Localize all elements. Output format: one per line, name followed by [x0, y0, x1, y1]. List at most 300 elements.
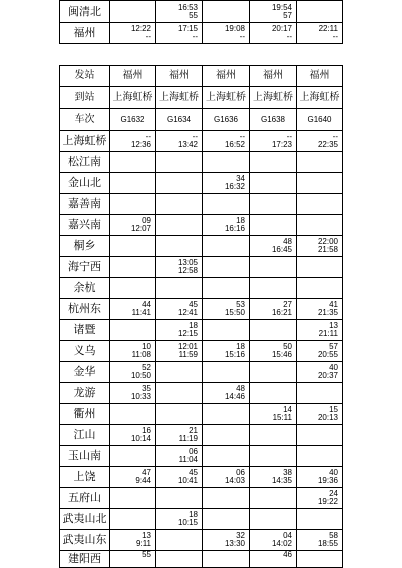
time-cell	[156, 509, 203, 530]
arrival-time: 52	[142, 363, 151, 372]
station-row	[60, 320, 343, 341]
station-row	[60, 530, 343, 551]
time-cell	[156, 383, 203, 404]
station-name: 上海虹桥	[60, 131, 110, 152]
arrival-time	[297, 259, 342, 267]
time-cell	[203, 341, 250, 362]
time-cell	[203, 215, 250, 236]
station-name: 杭州东	[60, 299, 110, 320]
departure-time	[203, 330, 249, 338]
departure-time: 15:46	[271, 350, 292, 359]
time-cell	[250, 446, 297, 467]
station-row	[60, 551, 343, 568]
time-cell	[110, 425, 156, 446]
time-cell	[250, 173, 297, 194]
arrival-time: 18	[236, 216, 245, 225]
arrival-time	[250, 196, 296, 204]
station-name: 上饶	[60, 467, 110, 488]
departure-time: 21:58	[317, 245, 338, 254]
time-cell	[156, 278, 203, 299]
departure-time: 11:08	[131, 350, 151, 359]
arrival-time	[297, 154, 342, 162]
arrival-time: 47	[142, 468, 151, 477]
time-cell	[297, 173, 343, 194]
departure-time	[156, 393, 202, 401]
departure-time: 15:16	[224, 350, 245, 359]
departure-time	[156, 498, 202, 506]
arrival-time	[203, 427, 249, 435]
time-cell	[250, 383, 297, 404]
arrival-time: 27	[283, 300, 292, 309]
departure-time: --	[332, 32, 338, 41]
time-cell	[110, 299, 156, 320]
arrival-time	[250, 217, 296, 225]
departure-time	[110, 498, 155, 506]
arrival-time: 06	[189, 447, 198, 456]
time-cell	[110, 1, 156, 23]
depart-station: 福州	[250, 66, 297, 87]
time-cell	[110, 341, 156, 362]
time-cell	[203, 278, 250, 299]
departure-time	[297, 435, 342, 443]
departure-time	[110, 204, 155, 212]
departure-time	[250, 183, 296, 191]
station-row	[60, 131, 343, 152]
departure-time	[156, 559, 202, 567]
arrival-time	[203, 448, 249, 456]
time-cell	[250, 215, 297, 236]
time-cell	[203, 446, 250, 467]
arrival-time: 50	[283, 342, 292, 351]
station-name: 嘉兴南	[60, 215, 110, 236]
time-cell	[250, 278, 297, 299]
departure-time	[203, 288, 249, 296]
time-cell	[297, 404, 343, 425]
time-cell	[156, 236, 203, 257]
time-cell	[110, 530, 156, 551]
arrive-label: 到站	[60, 87, 110, 109]
arrival-time	[110, 280, 155, 288]
departure-time	[297, 225, 342, 233]
station-row	[60, 23, 343, 44]
arrival-time	[297, 217, 342, 225]
time-cell	[297, 383, 343, 404]
arrival-time	[110, 154, 155, 162]
time-cell	[297, 131, 343, 152]
arrival-time	[250, 154, 296, 162]
time-cell	[156, 404, 203, 425]
departure-time	[156, 204, 202, 212]
arrival-time: 21	[189, 426, 198, 435]
arrival-time	[203, 406, 249, 414]
departure-time: 18:55	[317, 539, 338, 548]
departure-time	[203, 267, 249, 275]
departure-time	[110, 267, 155, 275]
arrival-time: 22:00	[317, 237, 338, 246]
arrive-station: 上海虹桥	[250, 87, 297, 109]
depart-row	[60, 66, 343, 87]
departure-time	[297, 12, 342, 20]
time-cell	[110, 362, 156, 383]
arrival-time	[297, 175, 342, 183]
departure-time	[250, 393, 296, 401]
train-number: G1636	[203, 109, 250, 131]
time-cell	[203, 131, 250, 152]
train-number: G1634	[156, 109, 203, 131]
departure-time: 12:36	[130, 140, 151, 149]
station-row	[60, 236, 343, 257]
station-name: 衢州	[60, 404, 110, 425]
departure-time	[203, 414, 249, 422]
departure-time: 21:35	[317, 308, 338, 317]
departure-time	[110, 183, 155, 191]
departure-time: 11:04	[178, 455, 198, 464]
departure-time	[203, 162, 249, 170]
departure-time: 14:03	[224, 476, 245, 485]
time-cell	[156, 152, 203, 173]
time-cell	[203, 152, 250, 173]
arrival-time: --	[145, 132, 151, 141]
time-cell	[250, 488, 297, 509]
time-cell	[203, 362, 250, 383]
departure-time	[156, 246, 202, 254]
station-name: 建阳西	[60, 551, 110, 568]
time-cell	[110, 467, 156, 488]
time-cell	[110, 446, 156, 467]
time-cell	[297, 467, 343, 488]
arrival-time: 09	[142, 216, 151, 225]
departure-time: 16:52	[224, 140, 245, 149]
departure-time: 22:35	[317, 140, 338, 149]
time-cell	[250, 320, 297, 341]
arrival-time	[297, 196, 342, 204]
arrival-time	[297, 511, 342, 519]
arrival-time	[156, 406, 202, 414]
arrival-time: 19:54	[271, 2, 292, 12]
arrival-time	[297, 385, 342, 393]
time-cell	[156, 320, 203, 341]
arrival-time: 53	[236, 300, 245, 309]
departure-time	[297, 456, 342, 464]
departure-time: --	[239, 32, 245, 41]
station-name: 嘉善南	[60, 194, 110, 215]
departure-time: 16:16	[224, 224, 245, 233]
arrival-time: 40	[329, 363, 338, 372]
time-cell	[203, 236, 250, 257]
arrival-time	[110, 511, 155, 519]
departure-time: 21:11	[318, 329, 338, 338]
train-number-row	[60, 109, 343, 131]
departure-time: 16:21	[271, 308, 292, 317]
time-cell	[203, 299, 250, 320]
departure-time	[297, 204, 342, 212]
time-cell	[203, 425, 250, 446]
arrival-time	[110, 448, 155, 456]
station-row	[60, 362, 343, 383]
arrival-time: --	[239, 132, 245, 141]
arrival-time: 24	[329, 489, 338, 498]
time-cell	[156, 1, 203, 23]
time-cell	[110, 131, 156, 152]
arrival-time	[250, 364, 296, 372]
time-cell	[297, 509, 343, 530]
departure-time	[250, 204, 296, 212]
arrival-time	[250, 511, 296, 519]
arrival-time	[110, 406, 155, 414]
time-cell	[250, 131, 297, 152]
departure-time	[110, 456, 155, 464]
departure-time	[110, 246, 155, 254]
time-cell	[203, 320, 250, 341]
time-cell	[203, 509, 250, 530]
station-name: 诸暨	[60, 320, 110, 341]
time-cell	[110, 236, 156, 257]
arrival-time	[203, 490, 249, 498]
arrival-time	[156, 175, 202, 183]
arrive-station: 上海虹桥	[203, 87, 250, 109]
arrival-time	[203, 551, 249, 559]
time-cell	[203, 404, 250, 425]
station-row	[60, 215, 343, 236]
departure-time: 9:44	[135, 476, 151, 485]
time-cell	[250, 257, 297, 278]
arrival-time	[250, 448, 296, 456]
departure-time: 20:37	[317, 371, 338, 380]
departure-time: 12:41	[177, 308, 198, 317]
time-cell	[250, 236, 297, 257]
arrival-time: --	[332, 132, 338, 141]
arrival-time: 20:17	[271, 24, 292, 33]
arrival-time	[156, 364, 202, 372]
station-row	[60, 152, 343, 173]
arrival-time: 13	[329, 321, 338, 330]
time-cell	[156, 257, 203, 278]
arrival-time	[156, 217, 202, 225]
arrival-time	[110, 322, 155, 330]
time-cell	[156, 446, 203, 467]
departure-time	[110, 519, 155, 527]
time-cell	[156, 194, 203, 215]
departure-time	[203, 435, 249, 443]
time-cell	[110, 257, 156, 278]
arrival-time	[203, 238, 249, 246]
time-cell	[203, 1, 250, 23]
departure-time: 11:19	[178, 434, 198, 443]
time-cell	[110, 488, 156, 509]
station-row	[60, 173, 343, 194]
arrival-time: 40	[329, 468, 338, 477]
departure-time: 12:07	[130, 224, 151, 233]
station-row	[60, 383, 343, 404]
time-cell	[110, 194, 156, 215]
time-cell	[297, 1, 343, 23]
departure-time	[250, 288, 296, 296]
departure-time	[203, 559, 249, 567]
depart-label: 发站	[60, 66, 110, 87]
departure-time: 10:50	[130, 371, 151, 380]
departure-time	[156, 540, 202, 548]
time-cell	[156, 488, 203, 509]
time-cell	[297, 488, 343, 509]
time-cell	[110, 23, 156, 44]
depart-station: 福州	[203, 66, 250, 87]
arrival-time: 57	[329, 342, 338, 351]
time-cell	[297, 23, 343, 44]
departure-time	[156, 414, 202, 422]
time-cell	[250, 299, 297, 320]
arrival-time: 41	[329, 300, 338, 309]
departure-time	[297, 519, 342, 527]
departure-time	[110, 288, 155, 296]
depart-station: 福州	[156, 66, 203, 87]
arrival-time	[250, 322, 296, 330]
arrival-time: 12:22	[130, 24, 151, 33]
train-label: 车次	[60, 109, 110, 131]
station-name: 余杭	[60, 278, 110, 299]
arrive-row	[60, 87, 343, 109]
arrival-time: 35	[142, 384, 151, 393]
arrival-time	[250, 280, 296, 288]
time-cell	[250, 509, 297, 530]
arrival-time: 17:15	[177, 24, 198, 33]
departure-time: 10:41	[177, 476, 198, 485]
arrival-time	[110, 175, 155, 183]
station-row	[60, 467, 343, 488]
time-cell	[156, 467, 203, 488]
station-name: 桐乡	[60, 236, 110, 257]
departure-time	[203, 12, 249, 20]
time-cell	[203, 488, 250, 509]
departure-time: 9:11	[136, 539, 151, 548]
arrival-time: 13	[142, 531, 151, 540]
time-cell	[297, 215, 343, 236]
station-name: 闽清北	[60, 1, 110, 23]
departure-time	[156, 288, 202, 296]
arrival-time	[203, 4, 249, 12]
arrival-time	[297, 427, 342, 435]
station-row	[60, 257, 343, 278]
station-row	[60, 404, 343, 425]
station-name: 龙游	[60, 383, 110, 404]
time-cell	[250, 404, 297, 425]
time-cell	[297, 320, 343, 341]
arrival-time	[156, 154, 202, 162]
arrival-time: --	[286, 132, 292, 141]
arrival-time: 06	[236, 468, 245, 477]
timetable-main-section	[59, 65, 343, 568]
departure-time: 10:14	[130, 434, 151, 443]
departure-time: 20:55	[317, 350, 338, 359]
departure-time	[203, 519, 249, 527]
departure-time: 10:15	[177, 518, 198, 527]
time-cell	[203, 194, 250, 215]
arrival-time: 10	[142, 342, 151, 351]
time-cell	[250, 425, 297, 446]
station-name: 武夷山东	[60, 530, 110, 551]
time-cell	[110, 551, 156, 568]
train-number: G1638	[250, 109, 297, 131]
time-cell	[156, 362, 203, 383]
time-cell	[156, 530, 203, 551]
departure-time	[250, 330, 296, 338]
departure-time	[110, 330, 155, 338]
time-cell	[250, 23, 297, 44]
arrival-time	[110, 238, 155, 246]
departure-time	[297, 559, 342, 567]
time-cell	[297, 425, 343, 446]
time-cell	[110, 215, 156, 236]
arrival-time	[156, 196, 202, 204]
station-row	[60, 299, 343, 320]
departure-time	[250, 498, 296, 506]
time-cell	[156, 341, 203, 362]
arrival-time	[250, 385, 296, 393]
time-cell	[110, 152, 156, 173]
time-cell	[297, 551, 343, 568]
departure-time: 11:41	[131, 308, 151, 317]
depart-station: 福州	[297, 66, 343, 87]
arrival-time	[203, 196, 249, 204]
arrival-time: 38	[283, 468, 292, 477]
departure-time	[250, 162, 296, 170]
departure-time	[250, 225, 296, 233]
departure-time: 14:02	[271, 539, 292, 548]
departure-time: 16:32	[224, 182, 245, 191]
time-cell	[297, 446, 343, 467]
arrival-time: 34	[236, 174, 245, 183]
departure-time: 20:13	[317, 413, 338, 422]
time-cell	[156, 299, 203, 320]
arrival-time	[110, 196, 155, 204]
time-cell	[250, 467, 297, 488]
arrival-time	[110, 259, 155, 267]
time-cell	[203, 467, 250, 488]
departure-time: --	[286, 32, 292, 41]
departure-time	[203, 372, 249, 380]
departure-time: 19:22	[317, 497, 338, 506]
station-row	[60, 1, 343, 23]
arrival-time: 18	[189, 510, 198, 519]
arrival-time	[156, 490, 202, 498]
departure-time	[297, 288, 342, 296]
arrival-time: 12:01	[177, 342, 198, 351]
departure-time	[203, 204, 249, 212]
departure-time	[156, 183, 202, 191]
departure-time	[297, 162, 342, 170]
arrival-time	[203, 511, 249, 519]
station-name: 松江南	[60, 152, 110, 173]
time-cell	[203, 551, 250, 568]
arrival-time	[250, 175, 296, 183]
departure-time: 13:30	[224, 539, 245, 548]
time-cell	[250, 530, 297, 551]
arrival-time	[203, 322, 249, 330]
arrival-time	[156, 280, 202, 288]
time-cell	[250, 1, 297, 23]
departure-time: 15:50	[224, 308, 245, 317]
departure-time	[110, 414, 155, 422]
arrival-time: 44	[142, 300, 151, 309]
arrive-station: 上海虹桥	[110, 87, 156, 109]
arrival-time: 55	[142, 550, 151, 559]
time-cell	[203, 23, 250, 44]
arrival-time	[297, 551, 342, 559]
arrival-time: --	[192, 132, 198, 141]
timetable-top-section	[59, 0, 343, 44]
arrival-time: 58	[329, 531, 338, 540]
arrival-time	[156, 238, 202, 246]
station-row	[60, 194, 343, 215]
